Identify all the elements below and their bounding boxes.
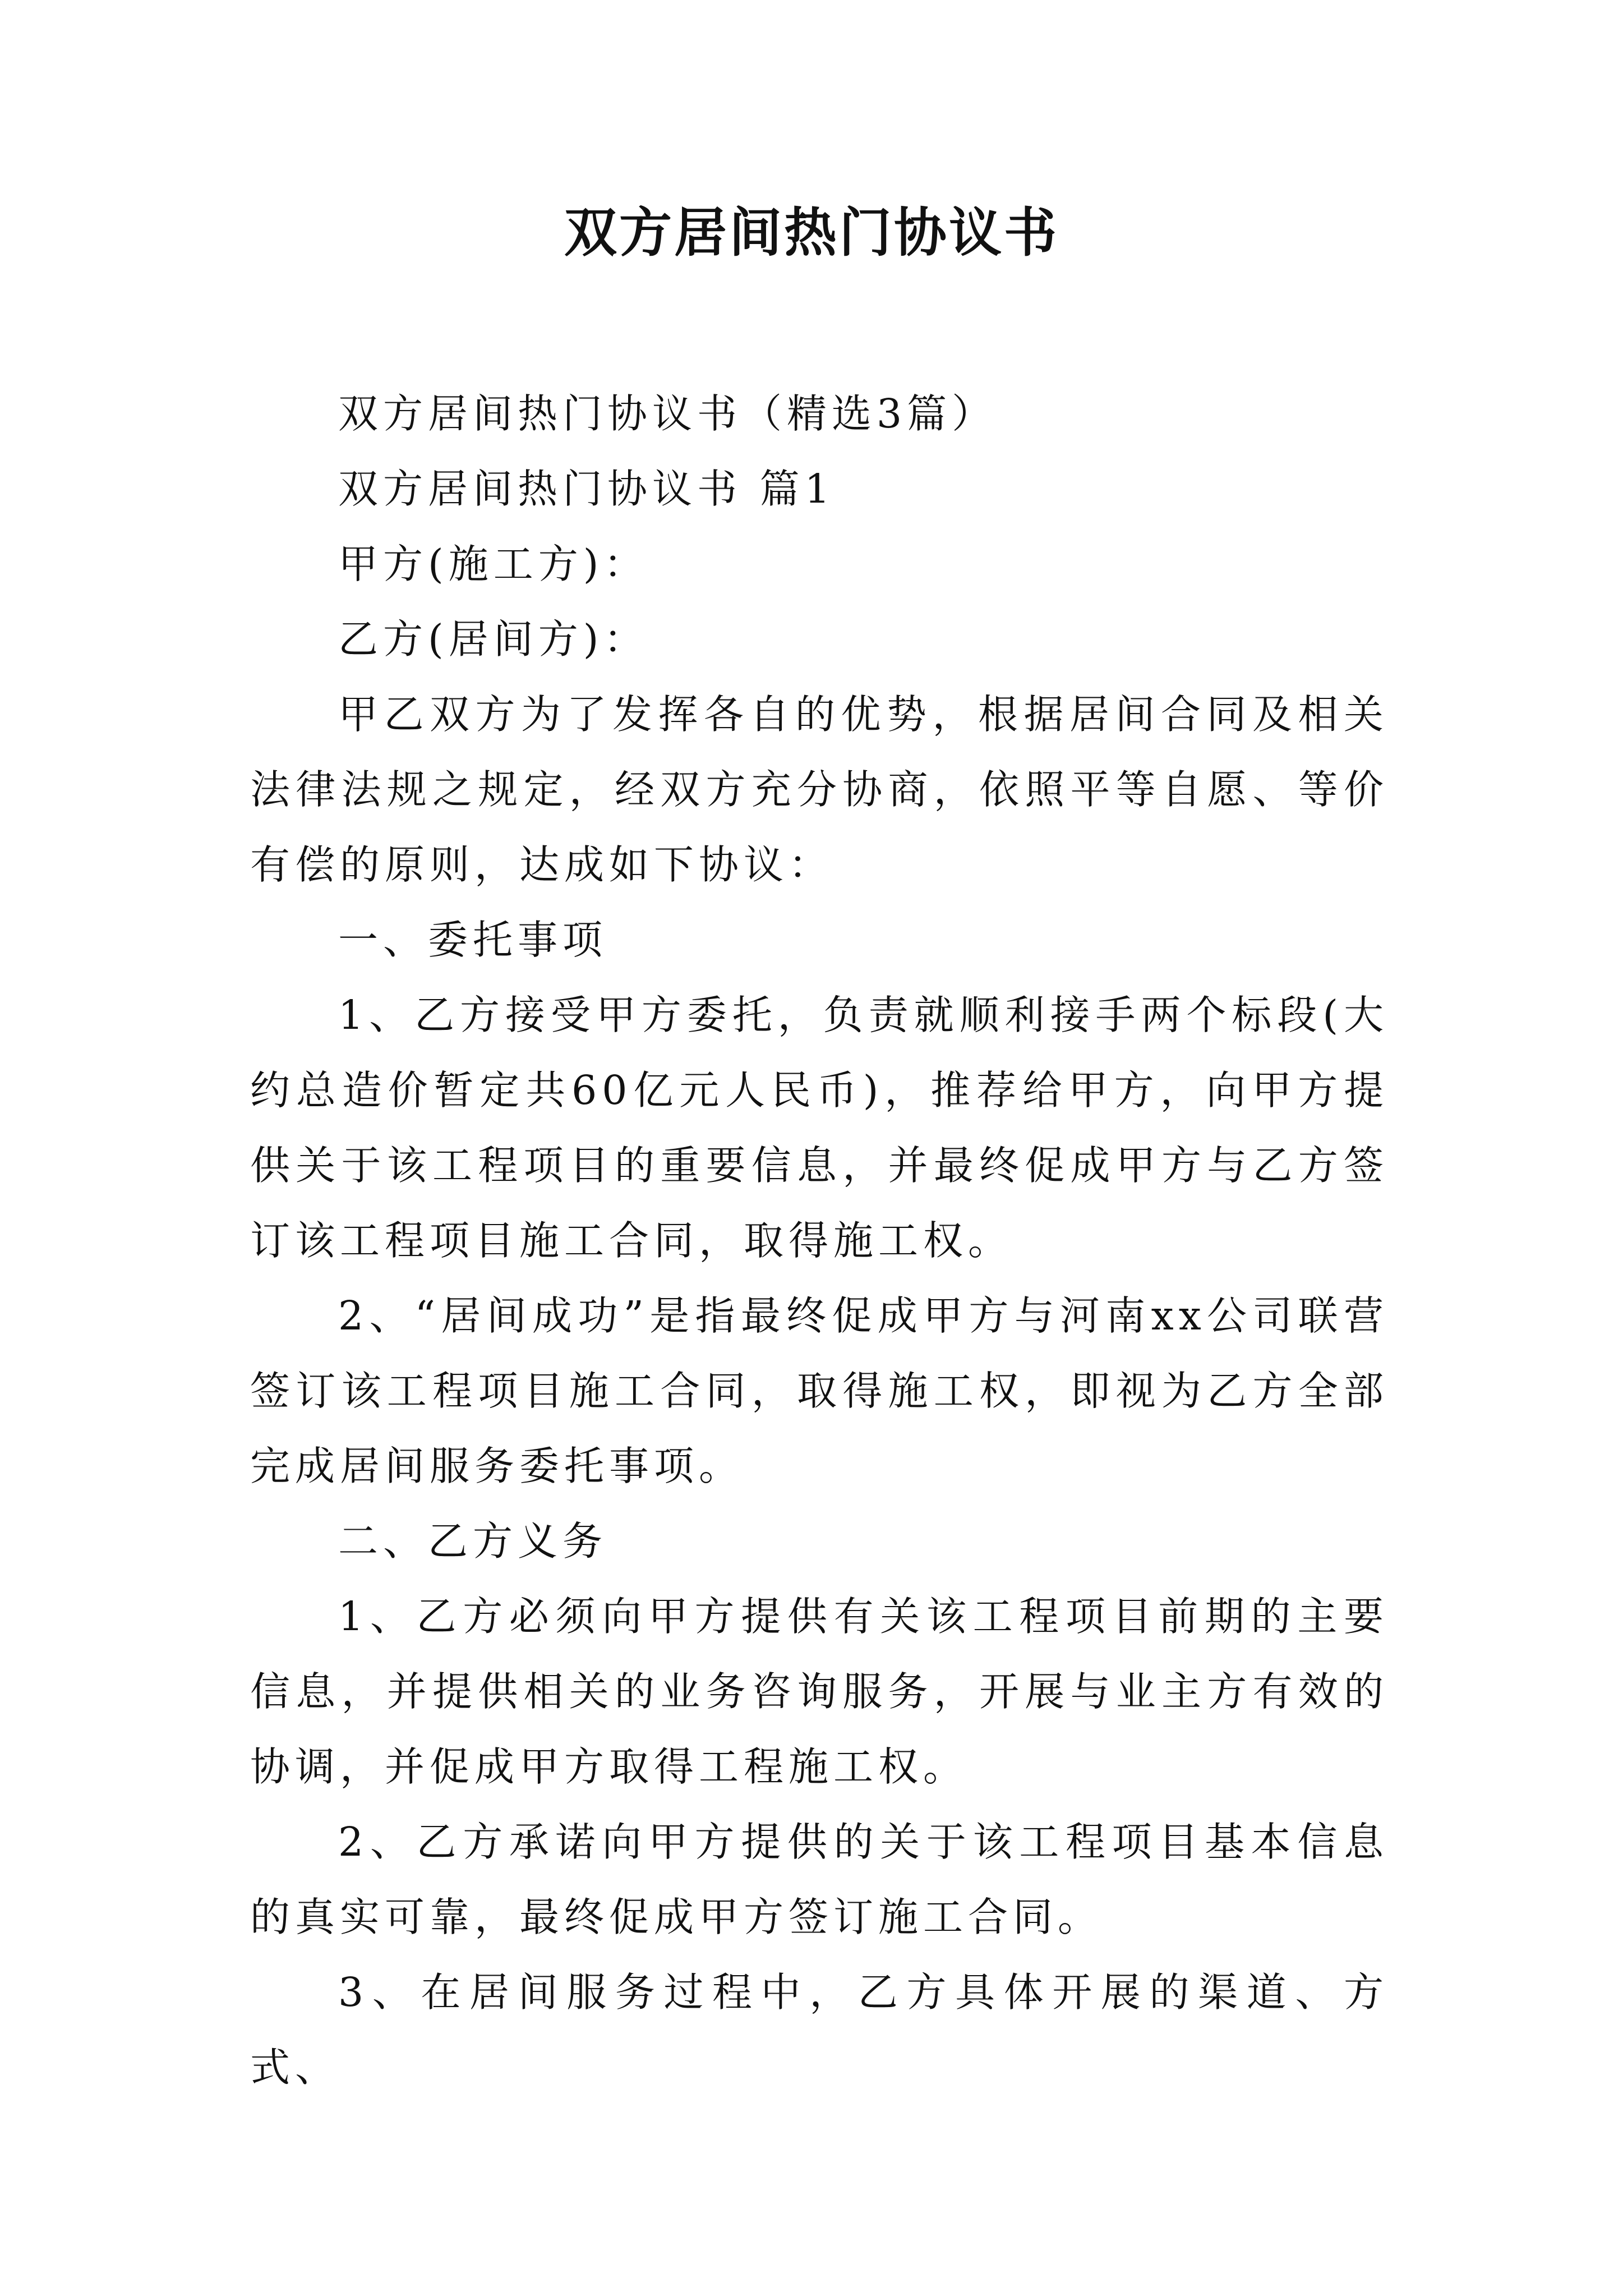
paragraph-heading-party-b-obligations: 二、乙方义务 bbox=[338, 1518, 608, 1565]
paragraph-party-b: 乙方(居间方)： bbox=[338, 616, 649, 662]
paragraph-clause: 1、乙方必须向甲方提供有关该工程项目前期的主要信息，并提供相关的业务咨询服务，开展与业主方有效的协调，并促成甲方取得工程施工权。 bbox=[250, 1593, 1389, 1790]
paragraph-clause: 2、乙方承诺向甲方提供的关于该工程项目基本信息的真实可靠，最终促成甲方签订施工合同。 bbox=[250, 1819, 1389, 1940]
paragraph-clause: 3、在居间服务过程中，乙方具体开展的渠道、方式、 bbox=[250, 1969, 1389, 2091]
paragraph-preamble: 甲乙双方为了发挥各自的优势，根据居间合同及相关法律法规之规定，经双方充分协商，依照平等自愿、等价有偿的原则，达成如下协议： bbox=[250, 691, 1389, 888]
paragraph-section-heading: 双方居间热门协议书 篇1 bbox=[338, 466, 835, 512]
document-title: 双方居间热门协议书 bbox=[564, 202, 1059, 264]
paragraph-party-a: 甲方(施工方)： bbox=[338, 541, 649, 587]
paragraph-heading-entrusted-matters: 一、委托事项 bbox=[338, 917, 608, 963]
paragraph-clause: 2、“居间成功”是指最终促成甲方与河南xx公司联营签订该工程项目施工合同，取得施工权，即视为乙方全部完成居间服务委托事项。 bbox=[250, 1292, 1389, 1489]
paragraph-clause: 1、乙方接受甲方委托，负责就顺利接手两个标段(大约总造价暂定共60亿元人民币)，推荐给甲方，向甲方提供关于该工程项目的重要信息，并最终促成甲方与乙方签订该工程项目施工合同，取得施工权。 bbox=[250, 992, 1389, 1264]
paragraph-subtitle: 双方居间热门协议书（精选3篇） bbox=[338, 390, 997, 437]
document-body bbox=[250, 376, 1389, 2105]
